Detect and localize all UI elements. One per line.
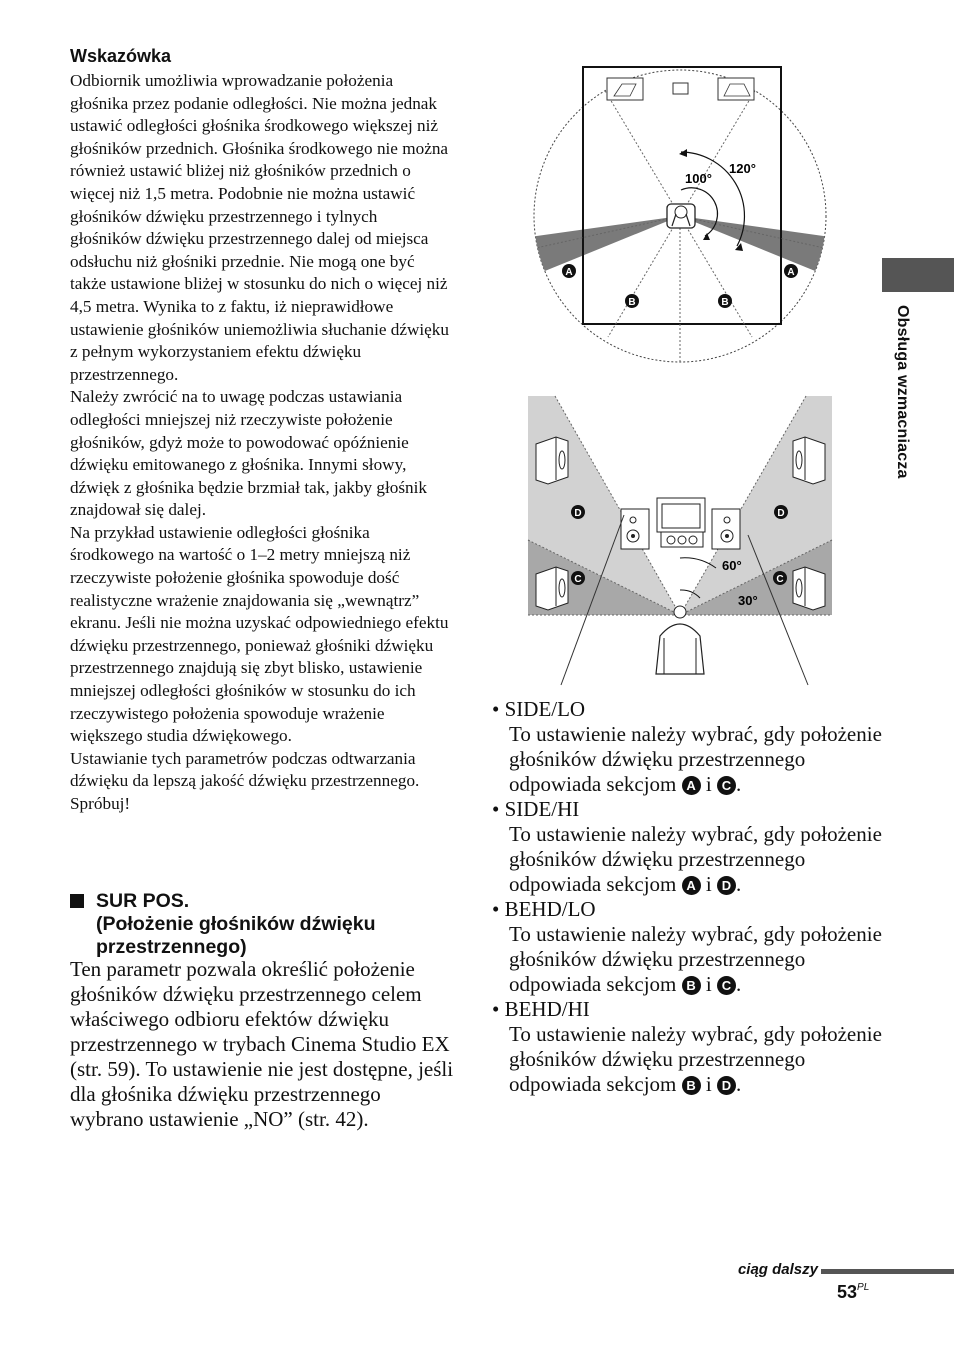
top-view-diagram	[400, 67, 954, 362]
center-speaker	[673, 83, 688, 94]
page-number: $53^{PL}$	[837, 1282, 870, 1302]
tip-paragraph: Odbiornik umożliwia wprowadzanie położenia głośnika przez podanie odległości. Nie można jednak ustawić odległości głośnika środkowego większej niż głośników przednich. Głośnika środkowego nie można również ustawić bliżej niż głośników przednich o więcej niż 1,5 metra. Podobnie nie można ustawić głośników dźwięku przestrzennego i tylnych głośników dźwięku przestrzennego dalej od miejsca odsłuchu niż głośniki przednie. Nie mogą one być także ustawione bliżej w stosunku do nich o więcej niż 4,5 metra. Wynika to z faktu, iż nieprawidłowe ustawienie głośników uniemożliwia słuchanie dźwięku z pełnym wykorzystaniem efektu dźwięku przestrzennego.	[70, 71, 449, 384]
tip-paragraph: Należy zwrócić na to uwagę podczas ustawiania odległości mniejszej niż rzeczywiste położenie głośników, gdyż może to powodować opóźnienie dźwięku emitowanego z głośnika. Innymi słowy, dźwięk z głośnika będzie brzmiał tak, jakby głośnik znajdował się dalej.	[70, 387, 428, 520]
section-a-badge: A	[682, 776, 701, 795]
heading-line: (Położenie głośników dźwięku	[96, 913, 376, 935]
zone-label-a: A	[565, 267, 573, 278]
option-name: • SIDE/LO	[492, 697, 586, 721]
option-description: To ustawienie należy wybrać, gdy położenie głośników dźwięku przestrzennego odpowiada sekcjom A i D .	[509, 822, 882, 896]
front-right-speaker-3d	[712, 509, 740, 549]
option-list	[492, 697, 892, 1097]
option-name: • BEHD/HI	[492, 997, 590, 1021]
heading-line: SUR POS.	[96, 890, 190, 912]
page-suffix: PL	[857, 1282, 870, 1293]
section-a-badge: A	[682, 876, 701, 895]
option-side-lo	[492, 697, 892, 797]
side-view-diagram	[528, 396, 832, 685]
option-name: • SIDE/HI	[492, 797, 580, 821]
front-left-speaker	[607, 78, 643, 100]
option-side-hi	[492, 797, 892, 897]
front-right-speaker	[718, 78, 754, 100]
heading-square-icon	[70, 894, 84, 908]
section-heading	[70, 890, 450, 959]
angle-label: 60°	[722, 558, 742, 573]
listener-chair-icon	[656, 606, 704, 674]
angle-label: 120°	[729, 161, 756, 176]
zone-label-d: D	[777, 508, 785, 519]
option-description: To ustawienie należy wybrać, gdy położenie głośników dźwięku przestrzennego odpowiada sekcjom B i D .	[509, 1022, 882, 1096]
option-behd-hi	[492, 997, 892, 1097]
front-left-speaker-3d	[621, 509, 649, 549]
section-b-badge: B	[682, 1076, 701, 1095]
section-c-badge: C	[717, 776, 736, 795]
zone-label-c: C	[574, 574, 582, 585]
zone-a-left	[400, 216, 680, 330]
chapter-tab	[882, 258, 954, 292]
section-c-badge: C	[717, 976, 736, 995]
option-name: • BEHD/LO	[492, 897, 596, 921]
continued-bar	[821, 1269, 954, 1274]
option-behd-lo	[492, 897, 892, 997]
zone-label-d: D	[574, 508, 582, 519]
continued-label: ciąg dalszy	[737, 1261, 818, 1278]
tip-title: Wskazówka	[70, 46, 172, 66]
surround-speaker-high-left	[536, 437, 568, 484]
section-body: Ten parametr pozwala określić położenie głośników dźwięku przestrzennego celem właściwego odbioru efektów dźwięku przestrzennego w trybach Cinema Studio EX (str. 59). To ustawienie nie jest dostępne, jeśli dla głośnika dźwięku przestrzennego wybrano ustawienie „NO” (str. 42).	[70, 957, 454, 1131]
listener-icon	[667, 204, 695, 228]
surround-speaker-high-right	[793, 437, 825, 484]
surround-speaker-low-right	[793, 567, 825, 610]
zone-label-c: C	[776, 574, 784, 585]
angle-label: 30°	[738, 593, 758, 608]
angle-label: 100°	[685, 171, 712, 186]
section-d-badge: D	[717, 876, 736, 895]
section-d-badge: D	[717, 1076, 736, 1095]
room-outline	[583, 67, 781, 324]
heading-line: przestrzennego)	[96, 936, 247, 958]
tv-icon	[657, 498, 705, 547]
section-b-badge: B	[682, 976, 701, 995]
option-description: To ustawienie należy wybrać, gdy położenie głośników dźwięku przestrzennego odpowiada sekcjom B i C .	[509, 922, 882, 996]
chapter-label: Obsługa wzmacniacza	[894, 305, 911, 479]
tip-paragraph: Ustawianie tych parametrów podczas odtwarzania dźwięku da lepszą jakość dźwięku przestrzennego. Spróbuj!	[70, 748, 420, 813]
option-description: To ustawienie należy wybrać, gdy położenie głośników dźwięku przestrzennego odpowiada sekcjom A i C .	[509, 722, 882, 796]
zone-label-b: B	[721, 297, 729, 308]
tip-paragraph: Na przykład ustawienie odległości głośnika środkowego na wartość o 1–2 metry mniejszą niż rzeczywiste położenie głośnika spowoduje dość realistyczne wrażenie znajdowania się „wewnątrz” ekranu. Jeśli nie można uzyskać odpowiedniego efektu dźwięku przestrzennego, ponieważ głośniki dźwięku przestrzennego znajdują się zbyt blisko, ustawienie mniejszej odległości głośników w stosunku do ich rzeczywistego położenia spowoduje wrażenie większego studia dźwiękowego.	[70, 522, 449, 746]
zone-label-a: A	[787, 267, 795, 278]
zone-label-b: B	[628, 297, 636, 308]
surround-speaker-low-left	[536, 567, 568, 610]
